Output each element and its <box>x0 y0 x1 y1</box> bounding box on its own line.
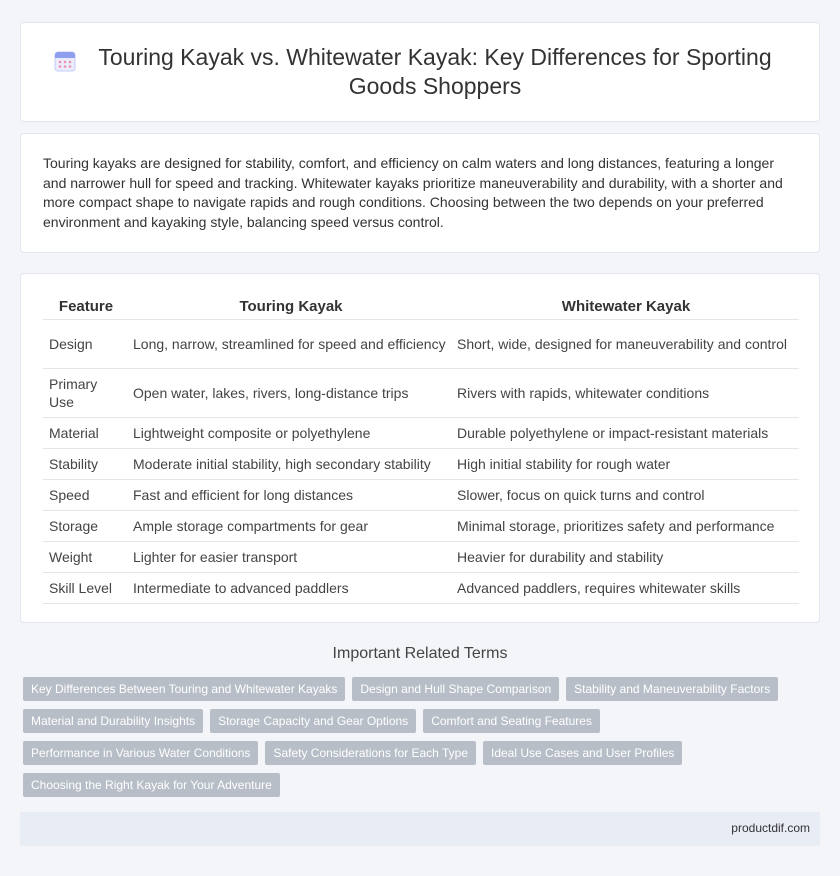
touring-cell: Open water, lakes, rivers, long-distance trips <box>129 369 453 418</box>
whitewater-cell: Slower, focus on quick turns and control <box>453 480 799 511</box>
title-card <box>20 22 820 122</box>
feature-cell: Design <box>43 320 129 369</box>
touring-cell: Fast and efficient for long distances <box>129 480 453 511</box>
footer <box>20 812 820 846</box>
column-header-touring: Touring Kayak <box>129 294 453 320</box>
related-term-tag[interactable]: Material and Durability Insights <box>23 709 203 733</box>
intro-card <box>20 133 820 253</box>
related-term-tag[interactable]: Comfort and Seating Features <box>423 709 600 733</box>
related-term-tag[interactable]: Design and Hull Shape Comparison <box>352 677 559 701</box>
table-row <box>43 511 799 542</box>
feature-cell: Primary Use <box>43 369 129 418</box>
whitewater-cell: High initial stability for rough water <box>453 449 799 480</box>
page-title: Touring Kayak vs. Whitewater Kayak: Key Differences for Sporting Goods Shoppers <box>98 44 772 99</box>
feature-cell: Material <box>43 418 129 449</box>
related-terms-heading: Important Related Terms <box>332 645 508 662</box>
table-row <box>43 320 799 369</box>
table-row <box>43 449 799 480</box>
touring-cell: Long, narrow, streamlined for speed and efficiency <box>129 320 453 369</box>
related-term-tag[interactable]: Storage Capacity and Gear Options <box>210 709 416 733</box>
whitewater-cell: Advanced paddlers, requires whitewater skills <box>453 573 799 604</box>
feature-cell: Stability <box>43 449 129 480</box>
touring-cell: Lighter for easier transport <box>129 542 453 573</box>
whitewater-cell: Rivers with rapids, whitewater conditions <box>453 369 799 418</box>
table-row <box>43 480 799 511</box>
feature-cell: Skill Level <box>43 573 129 604</box>
intro-paragraph: Touring kayaks are designed for stability, comfort, and efficiency on calm waters and long distances, featuring a longer and narrower hull for speed and tracking. Whitewater kayaks prioritize maneuverability and durability, with a shorter and more compact shape to navigate rapids and rough conditions. Choosing between the two depends on your preferred environment and kayaking style, balancing speed versus control. <box>43 155 783 230</box>
column-header-whitewater: Whitewater Kayak <box>453 294 799 320</box>
feature-cell: Weight <box>43 542 129 573</box>
touring-cell: Intermediate to advanced paddlers <box>129 573 453 604</box>
comparison-card <box>20 273 820 623</box>
table-row <box>43 369 799 418</box>
related-term-tag[interactable]: Safety Considerations for Each Type <box>265 741 476 765</box>
related-term-tag[interactable]: Choosing the Right Kayak for Your Adventure <box>23 773 280 797</box>
table-row <box>43 542 799 573</box>
touring-cell: Ample storage compartments for gear <box>129 511 453 542</box>
table-row <box>43 418 799 449</box>
related-term-tag[interactable]: Key Differences Between Touring and Whitewater Kayaks <box>23 677 345 701</box>
related-term-tag[interactable]: Ideal Use Cases and User Profiles <box>483 741 682 765</box>
comparison-table <box>43 294 799 604</box>
whitewater-cell: Minimal storage, prioritizes safety and performance <box>453 511 799 542</box>
whitewater-cell: Short, wide, designed for maneuverability and control <box>453 320 799 369</box>
table-row <box>43 573 799 604</box>
related-terms-list <box>23 677 817 797</box>
touring-cell: Moderate initial stability, high secondary stability <box>129 449 453 480</box>
feature-cell: Storage <box>43 511 129 542</box>
whitewater-cell: Heavier for durability and stability <box>453 542 799 573</box>
table-header-row <box>43 294 799 320</box>
column-header-feature: Feature <box>43 294 129 320</box>
footer-site-link[interactable]: productdif.com <box>731 821 810 835</box>
related-term-tag[interactable]: Stability and Maneuverability Factors <box>566 677 778 701</box>
related-term-tag[interactable]: Performance in Various Water Conditions <box>23 741 258 765</box>
whitewater-cell: Durable polyethylene or impact-resistant materials <box>453 418 799 449</box>
touring-cell: Lightweight composite or polyethylene <box>129 418 453 449</box>
feature-cell: Speed <box>43 480 129 511</box>
